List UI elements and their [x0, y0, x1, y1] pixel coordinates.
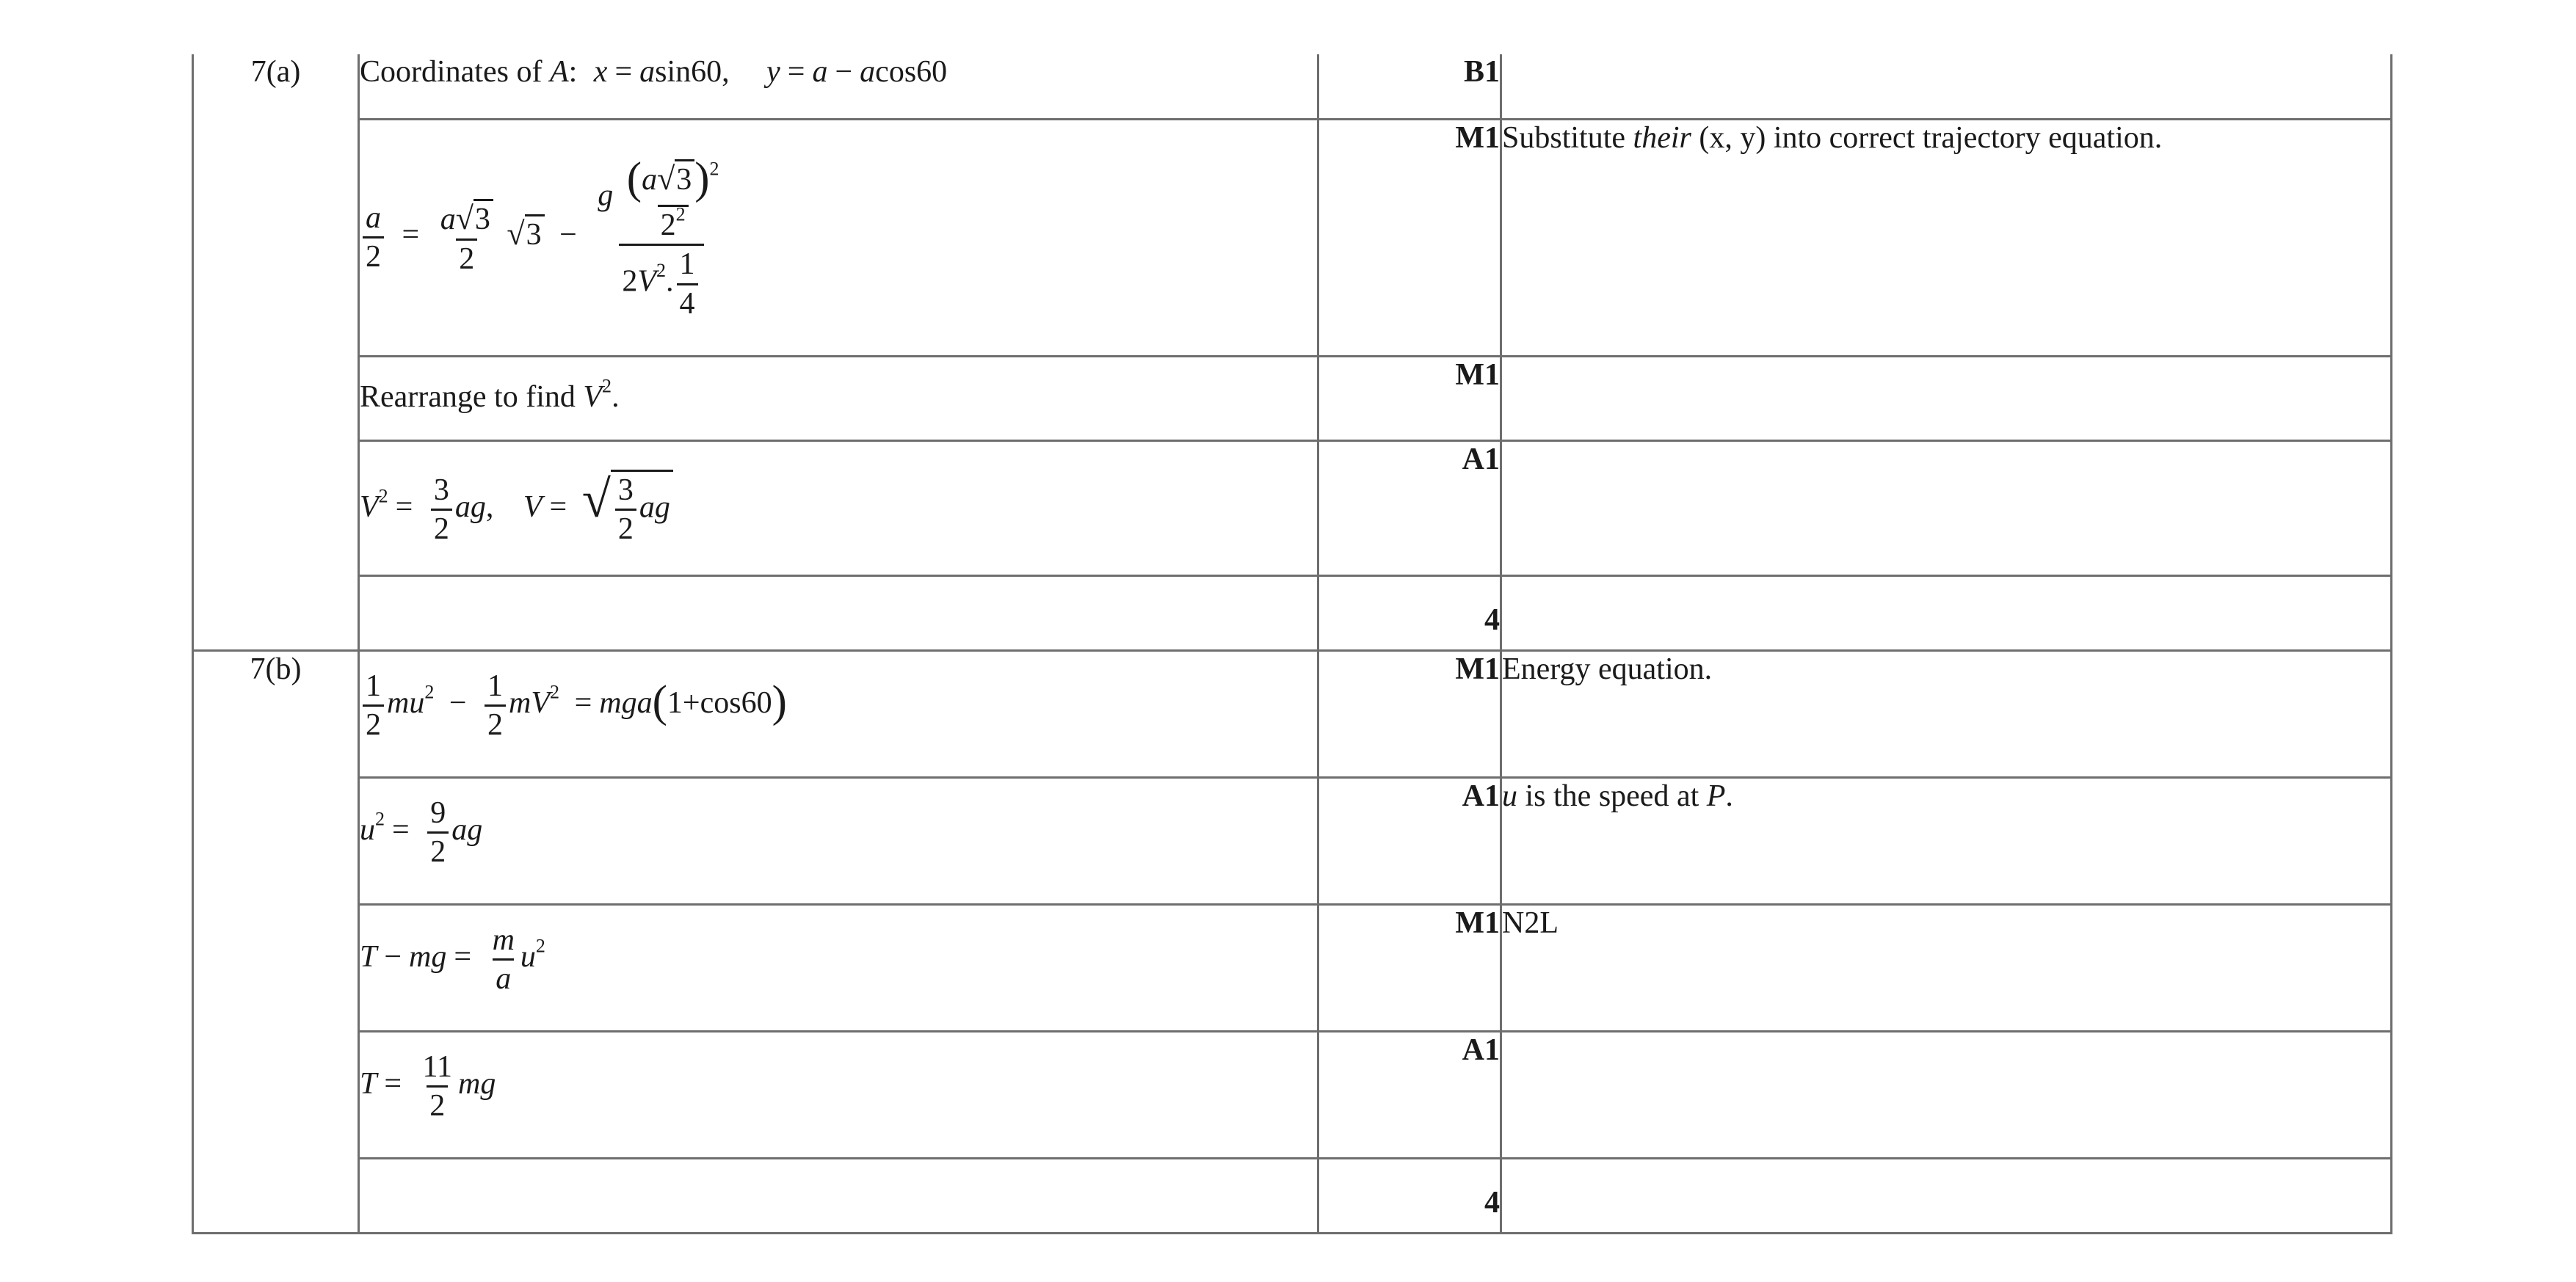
mark-cell: M1 — [1318, 650, 1501, 777]
mark-cell: M1 — [1318, 904, 1501, 1031]
table-row — [193, 356, 2392, 440]
answer-cell — [359, 650, 1318, 777]
question-label: 7(b) — [193, 650, 359, 1233]
guidance-cell — [1501, 575, 2392, 650]
table-row — [193, 777, 2392, 904]
answer-cell — [359, 1158, 1318, 1233]
table-row — [193, 54, 2392, 119]
mark-cell: A1 — [1318, 777, 1501, 904]
total-mark-cell: 4 — [1318, 575, 1501, 650]
answer-cell — [359, 575, 1318, 650]
tension-equation: T = $\frac{11}{2}$ mg — [360, 1049, 496, 1123]
guidance-cell: Energy equation. — [1501, 650, 2392, 777]
u-squared-equation: $u^2$ = $\frac{9}{2}$ ag — [360, 795, 483, 869]
guidance-cell — [1501, 1031, 2392, 1158]
table-row — [193, 1031, 2392, 1158]
answer-cell — [359, 440, 1318, 575]
table-row — [193, 440, 2392, 575]
mark-scheme-table — [192, 54, 2392, 1234]
mark-cell: M1 — [1318, 119, 1501, 356]
guidance-cell: Substitute their (x, y) into correct trajectory equation. — [1501, 119, 2392, 356]
guidance-cell: u is the speed at P. — [1501, 777, 2392, 904]
n2l-equation: T − mg = $\frac{m}{a}$ $u^2$ — [360, 922, 545, 996]
answer-cell — [359, 119, 1318, 356]
table-row — [193, 575, 2392, 650]
guidance-cell: N2L — [1501, 904, 2392, 1031]
guidance-cell — [1501, 356, 2392, 440]
answer-cell — [359, 904, 1318, 1031]
trajectory-equation: $\frac{a}{2}$ = $\frac{a√3}{2}$ √3 − g $\frac{(a√3)^2}{2^2}$ $2V^2$. $\frac{1}{4}$ — [360, 218, 731, 252]
total-mark-cell: 4 — [1318, 1158, 1501, 1233]
answer-cell — [359, 777, 1318, 904]
mark-cell: A1 — [1318, 440, 1501, 575]
guidance-cell — [1501, 1158, 2392, 1233]
speed-equation: $V^2$ = $\frac{3}{2}$ ag, V = √ $\frac{3}{2}$ ag — [360, 490, 673, 524]
energy-equation: $\frac{1}{2}$ $mu^2$ − $\frac{1}{2}$ $mV^2 = mga(1+\cos 60)$ — [360, 686, 787, 720]
table-row — [193, 904, 2392, 1031]
mark-cell: A1 — [1318, 1031, 1501, 1158]
table-row — [193, 650, 2392, 777]
mark-cell: M1 — [1318, 356, 1501, 440]
answer-cell: Rearrange to find $V^2$. — [359, 356, 1318, 440]
mark-cell: B1 — [1318, 54, 1501, 119]
answer-cell — [359, 1031, 1318, 1158]
coordinates-equation: x = asin60, y = a − acos60 — [593, 55, 948, 89]
guidance-cell — [1501, 54, 2392, 119]
guidance-cell — [1501, 440, 2392, 575]
table-row — [193, 1158, 2392, 1233]
table-row — [193, 119, 2392, 356]
answer-cell: Coordinates of A: x = asin60, y = a − acos60 — [359, 54, 1318, 119]
question-label: 7(a) — [193, 54, 359, 650]
